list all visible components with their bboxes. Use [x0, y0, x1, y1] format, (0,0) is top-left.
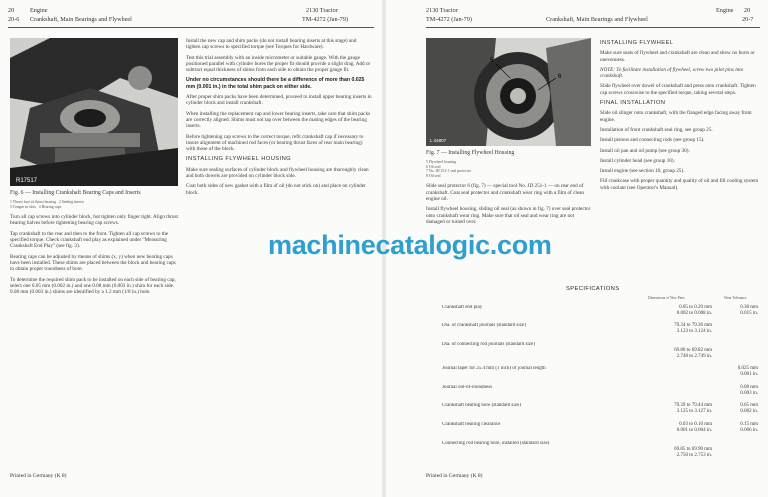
page-reference: 20-7: [742, 16, 754, 23]
spec-new-value: 79.34 to 79.36 mm 3.123 to 3.124 in.: [674, 323, 712, 334]
left-column-2: [186, 38, 372, 200]
paragraph: Install oil pan and oil pump (see group 30).: [600, 147, 690, 154]
left-column-1: [10, 190, 178, 299]
paragraph: Coat both sides of new gasket with a film of oil (do not stick on) and place on cylinder block.: [186, 183, 366, 196]
spec-new-value: 79.39 to 79.44 mm 3.125 to 3.127 in.: [674, 403, 712, 414]
page-reference: 20-6: [8, 16, 20, 23]
legend-item: 6 Oil seal: [426, 164, 441, 169]
footer: Printed in Germany (K 8): [10, 473, 67, 479]
figure-6-legend: [10, 200, 178, 209]
paragraph: Turn all cap screws into cylinder block, but tighten only finger tight. Align thrust bearing halves before tightening bearing cap screws.: [10, 214, 178, 227]
spec-label: Crankshaft bearing bore (standard size): [442, 403, 521, 408]
paragraph: Tap crankshaft to the rear and then to the front. Tighten all cap screws to the specified torque. Check crankshaft end play as explained under "Measuring Crankshaft End Play" (see fig. 3).: [10, 230, 169, 250]
spec-wear-value: 0.08 mm 0.003 in.: [740, 385, 758, 396]
paragraph: Make sure seats of flywheel and crankshaft are clean and show no burrs or unevenness.: [600, 50, 755, 63]
model-name: 2130 Tractor: [426, 7, 458, 14]
spec-wear-value: 0.025 mm 0.001 in.: [737, 366, 758, 377]
section-heading: FINAL INSTALLATION: [600, 100, 666, 107]
footer: Printed in Germany (K 8): [426, 473, 483, 479]
section-title: Engine: [30, 7, 48, 14]
chapter-title: Crankshaft, Main Bearings and Flywheel: [546, 16, 648, 23]
paragraph: When installing the replacement cap and lower bearing inserts, take care that shim packs are correctly aligned. Shims must not tap over between the mating edges of the bearing inserts.: [186, 110, 371, 130]
spec-new-value: 69.80 to 69.82 mm 2.748 to 2.749 in.: [674, 348, 712, 359]
paragraph: Make sure sealing surfaces of cylinder block and flywheel housing are thoroughly clean and both dowels are provided on cylinder block side.: [186, 166, 369, 180]
paragraph: To determine the required shim pack to be installed on each side of bearing cap, select one 0.05 mm (0.002 in.) and one 0.08 mm (0.003 in.) shim for each side. 0.08 mm (0.003 in.) shims are identified by a 1.2 mm (1/8 in.) hole.: [10, 276, 176, 296]
figure-6-caption: Fig. 6 — Installing Crankshaft Bearing Caps and Inserts: [10, 190, 141, 196]
header-rule: [426, 27, 760, 28]
crankshaft-illustration: [10, 38, 178, 186]
spec-label: Connecting rod bearing bore, installed (standard size): [442, 441, 550, 446]
manual-code: TM-4272 (Jan-79): [302, 16, 348, 23]
section-title: Engine: [716, 7, 734, 14]
paragraph: Slide flywheel over dowel of crankshaft and press onto crankshaft. Tighten cap screws crosswise to the specified torque, taking several steps.: [600, 83, 756, 96]
legend-item: 2 Sealing inserts: [58, 200, 84, 204]
paragraph: Slide seal protector 6 (fig. 7) — special tool No. JD 251-1 — on rear end of crankshaft. Coat seal protector and crankshaft wear ring with a film of clean engine oil.: [426, 183, 585, 202]
spec-label: Crankshaft end play: [442, 305, 483, 310]
legend-item: 8 Oil seal: [426, 173, 441, 178]
legend-item: 4 Bearing caps: [38, 204, 62, 209]
callout-5: 5: [490, 58, 494, 64]
paragraph: Fill crankcase with proper quantity and quality of oil and fill cooling system with coolant (see Operator's Manual).: [600, 178, 759, 191]
paragraph: Install the new cap and shim packs (do not install bearing inserts at this stage) and tighten cap screws to specified torque (see Torques for Hardware).: [186, 38, 357, 51]
paragraph: Installation of front crankshaft seal ring, see group 25.: [600, 126, 713, 133]
photo-code: L 44807: [430, 138, 447, 143]
page-number: 20: [744, 7, 751, 14]
right-column-1: [426, 150, 592, 229]
callout-6: 6: [558, 74, 562, 80]
section-heading: INSTALLING FLYWHEEL HOUSING: [186, 156, 292, 163]
spec-wear-value: 0.05 mm 0.002 in.: [740, 403, 758, 414]
spec-label: Dia. of connecting rod journals (standard size): [442, 342, 535, 347]
figure-7-legend: [426, 160, 592, 178]
legend-item: 1 Thrust face of thrust bearing: [10, 200, 57, 204]
legend-item: 5 Flywheel housing: [426, 160, 456, 164]
note: NOTE: To facilitate installation of flywheel, screw two pilot pins into crankshaft.: [600, 66, 744, 80]
spec-label: Crankshaft bearing clearance: [442, 422, 501, 427]
paragraph: Install cylinder head (see group 10).: [600, 157, 675, 164]
warning-note: Under no circumstances should there be a difference of more than 0.025 mm (0.001 in.) in the total shim pack on either side.: [186, 77, 365, 90]
paragraph: Test this trial assembly with an inside micrometer or suitable gauge. With the gauge positioned parallel with cylinder bores the proper fit should provide a slight drag. Add or subtract equal thickness of shims from each side to obtain the proper gauge fit.: [186, 54, 371, 74]
paragraph: Bearing caps can be adjusted by means of shims (x, y) when new bearing caps have been installed. These shims are placed between the block and bearing caps to obtain proper roundness of bore.: [10, 253, 176, 273]
spec-new-value: 0.03 to 0.10 mm 0.001 to 0.004 in.: [676, 422, 712, 433]
specifications-heading: SPECIFICATIONS: [566, 286, 620, 292]
spec-column-header-new: Dimensions of New Parts: [648, 296, 685, 300]
paragraph: Slide oil slinger onto crankshaft, with the flanged edge facing away from engine.: [600, 110, 752, 123]
paragraph: Install pistons and connecting rods (see group 15).: [600, 137, 705, 144]
flywheel-housing-illustration: [426, 38, 591, 146]
spec-label: Journal taper for 25.4 mm (1 inch) of journal length: [442, 366, 546, 371]
spec-new-value: 69.85 to 69.90 mm 2.750 to 2.753 in.: [674, 447, 712, 458]
flywheel-housing-photo: [426, 38, 591, 146]
spec-label: Dia. of crankshaft journals (standard size): [442, 323, 526, 328]
page-number: 20: [8, 7, 15, 14]
legend-item: 3 Tongue in slots: [10, 204, 36, 209]
manual-code: TM-4272 (Jan-79): [426, 16, 472, 23]
header-rule: [8, 27, 374, 28]
paragraph: Before tightening cap screws to the correct torque, refit crankshaft cap if necessary to insure alignment of machined rod faces (or bearing thrust faces of rear main bearing) with those of the block.: [186, 133, 364, 153]
watermark: machinecatalogic.com: [268, 230, 552, 260]
paragraph: After proper shim packs have been determined, proceed to install upper bearing inserts in cylinder block and install crankshaft.: [186, 94, 372, 107]
spec-new-value: 0.05 to 0.20 mm 0.002 to 0.008 in.: [676, 305, 712, 316]
section-heading: INSTALLING FLYWHEEL: [600, 40, 674, 46]
model-name: 2130 Tractor: [306, 7, 338, 14]
paragraph: Install engine (see section 10, group 25).: [600, 168, 685, 175]
spec-wear-value: 0.38 mm 0.015 in.: [740, 305, 758, 316]
crankshaft-photo: [10, 38, 178, 186]
paragraph: Install flywheel housing, sliding oil seal (as shown in fig. 7) over seal protector onto crankshaft wear ring. Make sure that oil seal and wear ring are not damaged or turned over.: [426, 206, 591, 225]
right-column-2: [600, 38, 760, 195]
spec-wear-value: 0.15 mm 0.006 in.: [740, 422, 758, 433]
spec-column-header-wear: Wear Tolerance: [724, 296, 747, 300]
figure-7-caption: Fig. 7 — Installing Flywheel Housing: [426, 150, 515, 156]
legend-item: 7 No. JD 251-1 seal protector: [426, 169, 471, 174]
spec-label: Journal out-of-roundness: [442, 385, 493, 390]
photo-code: R17517: [16, 178, 38, 184]
chapter-title: Crankshaft, Main Bearings and Flywheel: [30, 16, 132, 23]
